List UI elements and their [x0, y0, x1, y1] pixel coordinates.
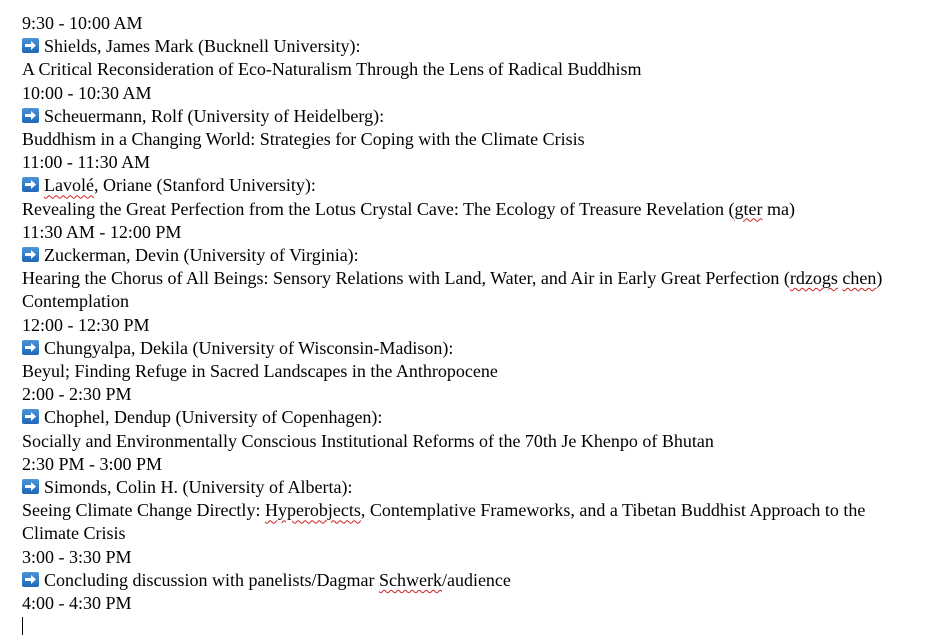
- right-arrow-icon: [22, 572, 39, 587]
- speaker-line: [22, 244, 922, 267]
- talk-title: Socially and Environmentally Conscious Institutional Reforms of the 70th Je Khenpo of Bhutan: [22, 430, 714, 451]
- right-arrow-icon: [22, 409, 39, 424]
- speaker-name: Scheuermann, Rolf (University of Heidelberg):: [44, 105, 385, 126]
- talk-title: Hearing the Chorus of All Beings: Sensory Relations with Land, Water, and Air in Early Great Perfection (rdzogs chen) Contemplation: [22, 268, 883, 312]
- right-arrow-icon: [22, 108, 39, 123]
- time-slot: 11:00 - 11:30 AM: [22, 152, 151, 173]
- speaker-name: Chungyalpa, Dekila (University of Wisconsin-Madison):: [44, 337, 454, 358]
- talk-title: A Critical Reconsideration of Eco-Naturalism Through the Lens of Radical Buddhism: [22, 59, 642, 80]
- speaker-name: Simonds, Colin H. (University of Alberta):: [44, 477, 353, 498]
- talk-title: Buddhism in a Changing World: Strategies for Coping with the Climate Crisis: [22, 129, 585, 150]
- speaker-line: [22, 406, 922, 429]
- speaker-line: [22, 105, 922, 128]
- speaker-name: Zuckerman, Devin (University of Virginia):: [44, 245, 359, 266]
- time-slot: 4:00 - 4:30 PM: [22, 593, 132, 614]
- time-slot: 10:00 - 10:30 AM: [22, 82, 152, 103]
- speaker-line: [22, 337, 922, 360]
- speaker-name: Lavolé, Oriane (Stanford University):: [44, 175, 316, 196]
- talk-title: Beyul; Finding Refuge in Sacred Landscapes in the Anthropocene: [22, 361, 498, 382]
- text-cursor: [22, 617, 23, 635]
- spellcheck-flagged-word[interactable]: Lavolé: [44, 175, 94, 196]
- speaker-line: [22, 476, 922, 499]
- spellcheck-flagged-word[interactable]: Schwerk: [378, 569, 442, 590]
- speaker-name: Shields, James Mark (Bucknell University):: [44, 36, 361, 57]
- speaker-line: [22, 35, 922, 58]
- time-slot: 11:30 AM - 12:00 PM: [22, 221, 182, 242]
- time-slot: 2:30 PM - 3:00 PM: [22, 453, 163, 474]
- talk-title: Revealing the Great Perfection from the Lotus Crystal Cave: The Ecology of Treasure Revelation (gter ma): [22, 198, 795, 219]
- spellcheck-flagged-word[interactable]: rdzogs: [789, 268, 838, 289]
- spellcheck-flagged-word[interactable]: chen: [842, 268, 877, 289]
- time-slot: 9:30 - 10:00 AM: [22, 13, 143, 33]
- document-body[interactable]: [22, 12, 922, 638]
- right-arrow-icon: [22, 247, 39, 262]
- time-slot: 12:00 - 12:30 PM: [22, 314, 150, 335]
- spellcheck-flagged-word[interactable]: gter: [734, 198, 763, 219]
- text-cursor-line[interactable]: [22, 615, 922, 638]
- time-slot: 2:00 - 2:30 PM: [22, 384, 132, 405]
- right-arrow-icon: [22, 38, 39, 53]
- right-arrow-icon: [22, 177, 39, 192]
- speaker-name: Concluding discussion with panelists/Dagmar Schwerk/audience: [44, 569, 511, 590]
- speaker-line: [22, 174, 922, 197]
- speaker-name: Chophel, Dendup (University of Copenhagen):: [44, 407, 383, 428]
- right-arrow-icon: [22, 340, 39, 355]
- spellcheck-flagged-word[interactable]: Hyperobjects: [264, 500, 361, 521]
- talk-title: Seeing Climate Change Directly: Hyperobjects, Contemplative Frameworks, and a Tibetan Buddhist Approach to the Climate Crisis: [22, 500, 866, 544]
- speaker-line: [22, 569, 922, 592]
- right-arrow-icon: [22, 479, 39, 494]
- time-slot: 3:00 - 3:30 PM: [22, 546, 132, 567]
